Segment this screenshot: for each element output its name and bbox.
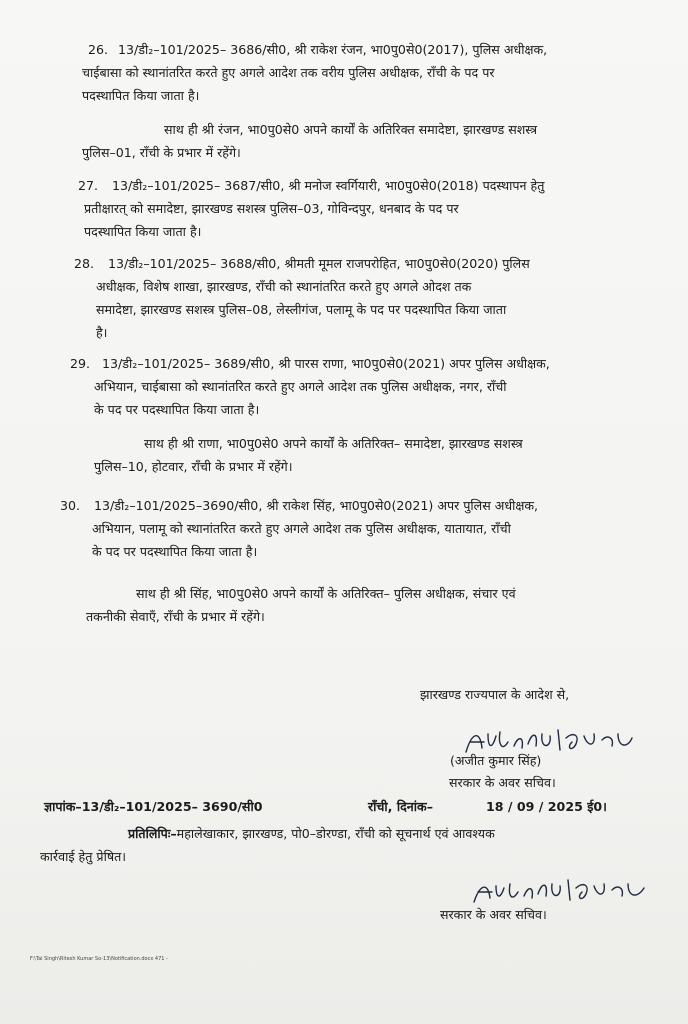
signature-2 (470, 876, 650, 910)
item-line: 13/डी₂–101/2025– 3686/सी0, श्री राकेश रंजन, भा0पु0से0(2017), पुलिस अधीक्षक, (118, 42, 548, 57)
copy-line-1: महालेखाकार, झारखण्ड, पो0–डोरण्डा, राँची को सूचनार्थ एवं आवश्यक (176, 826, 495, 841)
order-item-28 (74, 252, 652, 344)
order-item-30 (60, 494, 648, 563)
item-line: है। (96, 325, 108, 340)
additional-charge-30 (86, 582, 646, 628)
handwritten-signature-icon (470, 876, 650, 910)
extra-line: पुलिस–10, होटवार, राँची के प्रभार में रहेंगे। (94, 459, 293, 474)
item-line: के पद पर पदस्थापित किया जाता है। (94, 402, 260, 417)
item-line: पदस्थापित किया जाता है। (82, 88, 200, 103)
memo-place-date-label: राँची, दिनांक– (368, 799, 434, 814)
item-line: 13/डी₂–101/2025–3690/सी0, श्री राकेश सिंह, भा0पु0से0(2021) अपर पुलिस अधीक्षक, (94, 498, 539, 513)
order-item-26 (82, 38, 648, 107)
extra-line: साथ ही श्री सिंह, भा0पु0से0 अपने कार्यों के अतिरिक्त– पुलिस अधीक्षक, संचार एवं (136, 586, 516, 601)
additional-charge-29 (94, 432, 650, 478)
copy-to (40, 822, 642, 868)
memo-date: 18 / 09 / 2025 ई0। (486, 799, 607, 814)
item-number: 26. (88, 42, 109, 57)
item-line: अभियान, चाईबासा को स्थानांतरित करते हुए अगले आदेश तक पुलिस अधीक्षक, नगर, राँची (94, 379, 507, 394)
item-line: प्रतीक्षारत् को समादेष्टा, झारखण्ड सशस्त्र पुलिस–03, गोविन्दपुर, धनबाद के पद पर (84, 201, 459, 216)
item-number: 29. (70, 356, 91, 371)
order-item-29 (70, 352, 650, 421)
item-line: के पद पर पदस्थापित किया जाता है। (92, 544, 258, 559)
item-line: 13/डी₂–101/2025– 3688/सी0, श्रीमती मूमल राजपरोहित, भा0पु0से0(2020) पुलिस (108, 256, 530, 271)
order-item-27 (78, 174, 650, 243)
item-line: चाईबासा को स्थानांतरित करते हुए अगले आदेश तक वरीय पुलिस अधीक्षक, राँची के पद पर (82, 65, 495, 80)
item-line: अधीक्षक, विशेष शाखा, झारखण्ड, राँची को स्थानांतरित करते हुए अगले ओदश तक (96, 279, 472, 294)
signatory-designation-2: सरकार के अवर सचिव। (440, 907, 547, 922)
extra-line: तकनीकी सेवाएँ, राँची के प्रभार में रहेंगे। (86, 609, 265, 624)
governor-order-line: झारखण्ड राज्यपाल के आदेश से, (420, 687, 570, 702)
copy-line-2: कार्रवाई हेतु प्रेषित। (40, 849, 127, 864)
item-line: अभियान, पलामू को स्थानांतरित करते हुए अगले आदेश तक पुलिस अधीक्षक, यातायात, राँची (92, 521, 511, 536)
item-line: 13/डी₂–101/2025– 3687/सी0, श्री मनोज स्वर्गियारी, भा0पु0से0(2018) पदस्थापन हेतु (112, 178, 545, 193)
extra-line: साथ ही श्री रंजन, भा0पु0से0 अपने कार्यों के अतिरिक्त समादेष्टा, झारखण्ड सशस्त्र (164, 122, 538, 137)
signatory-designation: सरकार के अवर सचिव। (449, 775, 556, 790)
item-number: 27. (78, 178, 99, 193)
item-line: पदस्थापित किया जाता है। (84, 224, 202, 239)
item-line: 13/डी₂–101/2025– 3689/सी0, श्री पारस राणा, भा0पु0से0(2021) अपर पुलिस अधीक्षक, (102, 356, 550, 371)
additional-charge-26 (82, 118, 648, 164)
extra-line: साथ ही श्री राणा, भा0पु0से0 अपने कार्यों के अतिरिक्त– समादेष्टा, झारखण्ड सशस्त्र (144, 436, 523, 451)
extra-line: पुलिस–01, राँची के प्रभार में रहेंगे। (82, 145, 241, 160)
item-number: 30. (60, 498, 81, 513)
item-number: 28. (74, 256, 95, 271)
memo-number: ज्ञापांक–13/डी₂–101/2025– 3690/सी0 (44, 799, 263, 814)
item-line: समादेष्टा, झारखण्ड सशस्त्र पुलिस–08, लेस्लीगंज, पलामू के पद पर पदस्थापित किया जाता (96, 302, 507, 317)
signatory-name: (अजीत कुमार सिंह) (450, 753, 542, 768)
copy-label: प्रतिलिपिः– (128, 826, 177, 841)
file-path-footer: F:\Tai Singh\Ritesh Kumar So-13\Notification.docx 471 - (30, 956, 168, 962)
